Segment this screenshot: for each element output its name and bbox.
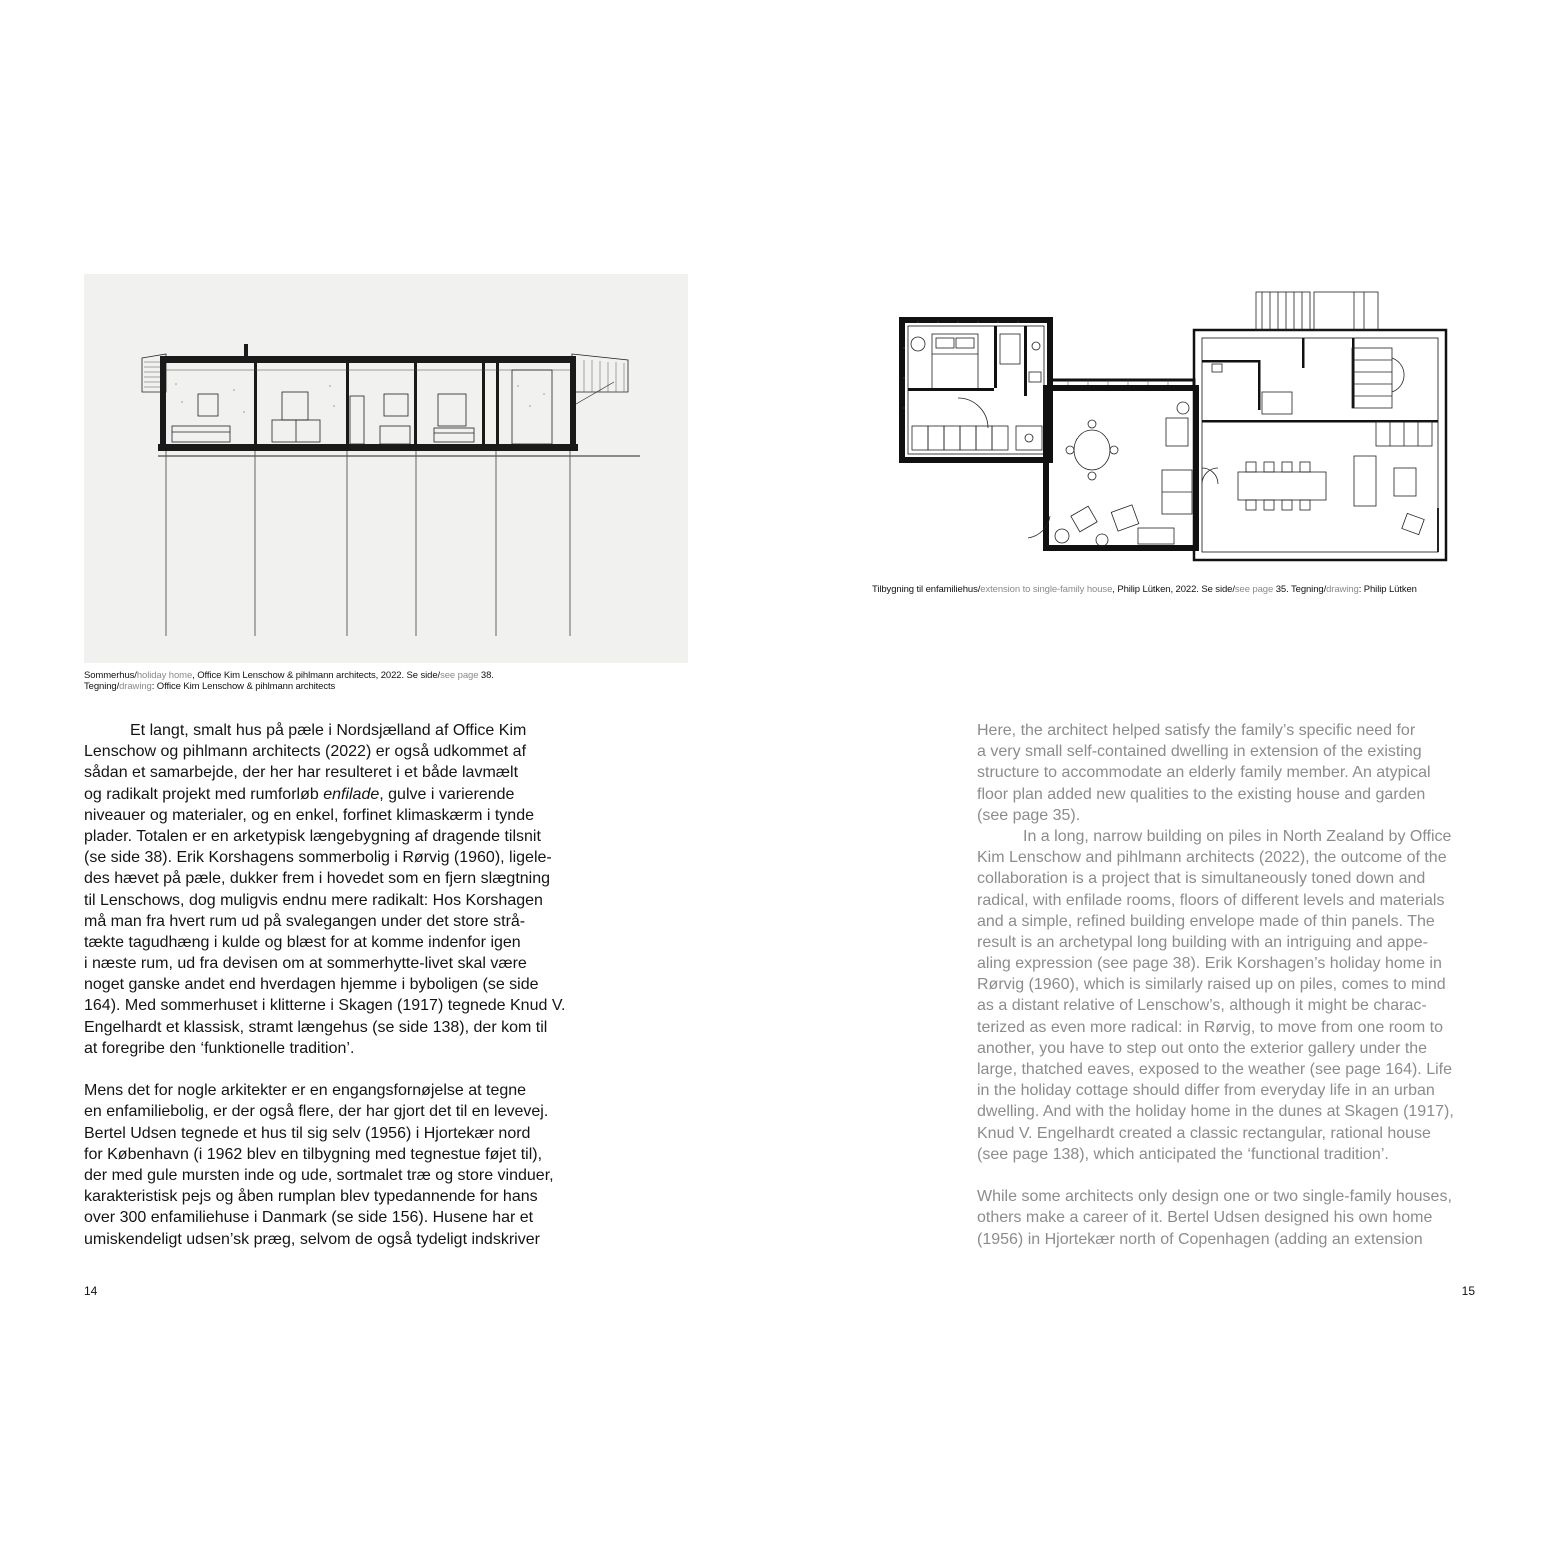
caption-danish-segment: Tilbygning til enfamiliehus/ bbox=[872, 584, 981, 595]
text-line: 164). Med sommerhuset i klitterne i Skagen (1917) tegnede Knud V. bbox=[84, 997, 566, 1015]
text-line: (see page 35). bbox=[977, 806, 1081, 824]
caption-danish-segment: , Office Kim Lenschow & pihlmann architects, 2022. Se side/ bbox=[192, 670, 441, 681]
text-line: terized as even more radical: in Rørvig, to move from one room to bbox=[977, 1018, 1443, 1036]
caption-english-segment: see page bbox=[440, 670, 479, 681]
text-line: result is an archetypal long building with an intriguing and appe- bbox=[977, 933, 1428, 951]
caption-english-segment: see page bbox=[1234, 584, 1274, 595]
italic-term: enfilade bbox=[323, 785, 380, 803]
right-page-number: 15 bbox=[1461, 1284, 1475, 1298]
text-line: sådan et samarbejde, der her har resulteret i et både lavmælt bbox=[84, 764, 519, 782]
text-line: others make a career of it. Bertel Udsen designed his own home bbox=[977, 1209, 1433, 1227]
text-line: While some architects only design one or two single-family houses, bbox=[977, 1188, 1452, 1206]
text-line: structure to accommodate an elderly family member. An atypical bbox=[977, 764, 1431, 782]
text-line: der med gule mursten inde og ude, sortmalet træ og store vinduer, bbox=[84, 1166, 554, 1184]
text-line: as a distant relative of Lenschow’s, although it might be charac- bbox=[977, 997, 1427, 1015]
caption-danish-segment: , Philip Lütken, 2022. Se side/ bbox=[1112, 584, 1235, 595]
text-line: og radikalt projekt med rumforløb enfilade, gulve i varierende bbox=[84, 785, 515, 803]
left-caption-line-1 bbox=[84, 670, 494, 681]
right-body-text bbox=[977, 720, 1497, 1250]
text-line: collaboration is a project that is simultaneously toned down and bbox=[977, 870, 1426, 888]
text-line: en enfamiliebolig, er der også flere, der har gjort det til en levevej. bbox=[84, 1103, 549, 1121]
caption-danish-segment: 38. bbox=[478, 670, 494, 681]
caption-danish-segment: : Philip Lütken bbox=[1358, 584, 1417, 595]
text-line: må man fra hvert rum ud på svalegangen under det store strå- bbox=[84, 912, 526, 930]
text-line: (se side 38). Erik Korshagens sommerbolig i Rørvig (1960), ligele- bbox=[84, 849, 552, 867]
caption-english-segment: drawing bbox=[1326, 584, 1359, 595]
text-line: plader. Totalen er en arketypisk længebygning af dragende tilsnit bbox=[84, 827, 541, 845]
text-line: for København (i 1962 blev en tilbygning med tegnestue føjet til), bbox=[84, 1145, 543, 1163]
text-line: Engelhardt et klassisk, stramt længehus (se side 138), der kom til bbox=[84, 1018, 548, 1036]
text-line: Mens det for nogle arkitekter er en engangsfornøjelse at tegne bbox=[84, 1082, 527, 1100]
text-line: floor plan added new qualities to the existing house and garden bbox=[977, 785, 1426, 803]
text-line: karakteristisk pejs og åben rumplan blev typedannende for hans bbox=[84, 1188, 538, 1206]
right-figure-caption bbox=[872, 584, 1417, 595]
left-figure-caption bbox=[84, 670, 494, 692]
text-line: tækte tagudhæng i kulde og blæst for at komme indenfor igen bbox=[84, 933, 521, 951]
text-line: umiskendeligt udsen’sk præg, selvom de også tydeligt indskriver bbox=[84, 1230, 540, 1248]
section-drawing bbox=[84, 274, 688, 663]
text-line: (1956) in Hjortekær north of Copenhagen (adding an extension bbox=[977, 1230, 1423, 1248]
text-line: In a long, narrow building on piles in North Zealand by Office bbox=[1023, 827, 1452, 845]
text-line: Lenschow og pihlmann architects (2022) er også udkommet af bbox=[84, 743, 527, 761]
text-line: over 300 enfamiliehuse i Danmark (se side 156). Husene har et bbox=[84, 1209, 534, 1227]
left-body-text bbox=[84, 720, 604, 1250]
text-line: a very small self-contained dwelling in extension of the existing bbox=[977, 743, 1422, 761]
section-drawing-svg bbox=[84, 274, 688, 663]
text-line: noget ganske andet end hverdagen hjemme i byboligen (se side bbox=[84, 976, 539, 994]
caption-danish-segment: 35. Tegning/ bbox=[1273, 584, 1327, 595]
caption-english-segment: holiday home bbox=[136, 670, 193, 681]
caption-danish-segment: Tegning/ bbox=[84, 681, 120, 692]
text-line: i næste rum, ud fra devisen om at sommerhytte-livet skal være bbox=[84, 955, 527, 973]
text-line: Bertel Udsen tegnede et hus til sig selv (1956) i Hjortekær nord bbox=[84, 1124, 531, 1142]
caption-english-segment: drawing bbox=[119, 681, 152, 692]
floor-plan-drawing bbox=[898, 288, 1450, 573]
text-line: (see page 138), which anticipated the ‘functional tradition’. bbox=[977, 1145, 1389, 1163]
text-line: til Lenschows, dog muligvis endnu mere radikalt: Hos Korshagen bbox=[84, 891, 543, 909]
text-line: Et langt, smalt hus på pæle i Nordsjælland af Office Kim bbox=[130, 722, 527, 739]
left-page-number: 14 bbox=[84, 1284, 98, 1298]
text-line: aling expression (see page 38). Erik Korshagen’s holiday home in bbox=[977, 955, 1442, 973]
text-line: Rørvig (1960), which is similarly raised up on piles, comes to mind bbox=[977, 976, 1446, 994]
caption-danish-segment: Sommerhus/ bbox=[84, 670, 137, 681]
text-line: in the holiday cottage should differ from everyday life in an urban bbox=[977, 1082, 1435, 1100]
caption-english-segment: extension to single-family house bbox=[980, 584, 1113, 595]
left-caption-line-2 bbox=[84, 681, 494, 692]
text-line: large, thatched eaves, exposed to the weather (see page 164). Life bbox=[977, 1061, 1452, 1078]
caption-danish-segment: : Office Kim Lenschow & pihlmann architects bbox=[151, 681, 336, 692]
text-line: radical, with enfilade rooms, floors of different levels and materials bbox=[977, 891, 1445, 909]
text-line: Kim Lenschow and pihlmann architects (2022), the outcome of the bbox=[977, 849, 1447, 867]
text-line: another, you have to step out onto the exterior gallery under the bbox=[977, 1039, 1428, 1057]
text-line: Here, the architect helped satisfy the family’s specific need for bbox=[977, 722, 1416, 739]
text-line: des hævet på pæle, dukker frem i hovedet som en fjern slægtning bbox=[84, 870, 551, 888]
text-line: Knud V. Engelhardt created a classic rectangular, rational house bbox=[977, 1124, 1431, 1142]
text-line: at foregribe den ‘funktionelle tradition’. bbox=[84, 1039, 355, 1057]
text-line: dwelling. And with the holiday home in the dunes at Skagen (1917), bbox=[977, 1103, 1454, 1121]
text-line: niveauer og materialer, og en enkel, forfinet klimaskærm i tynde bbox=[84, 806, 534, 824]
floor-plan-svg bbox=[898, 288, 1450, 573]
right-caption-line-1 bbox=[872, 584, 1417, 595]
text-line: and a simple, refined building envelope made of thin panels. The bbox=[977, 912, 1435, 930]
